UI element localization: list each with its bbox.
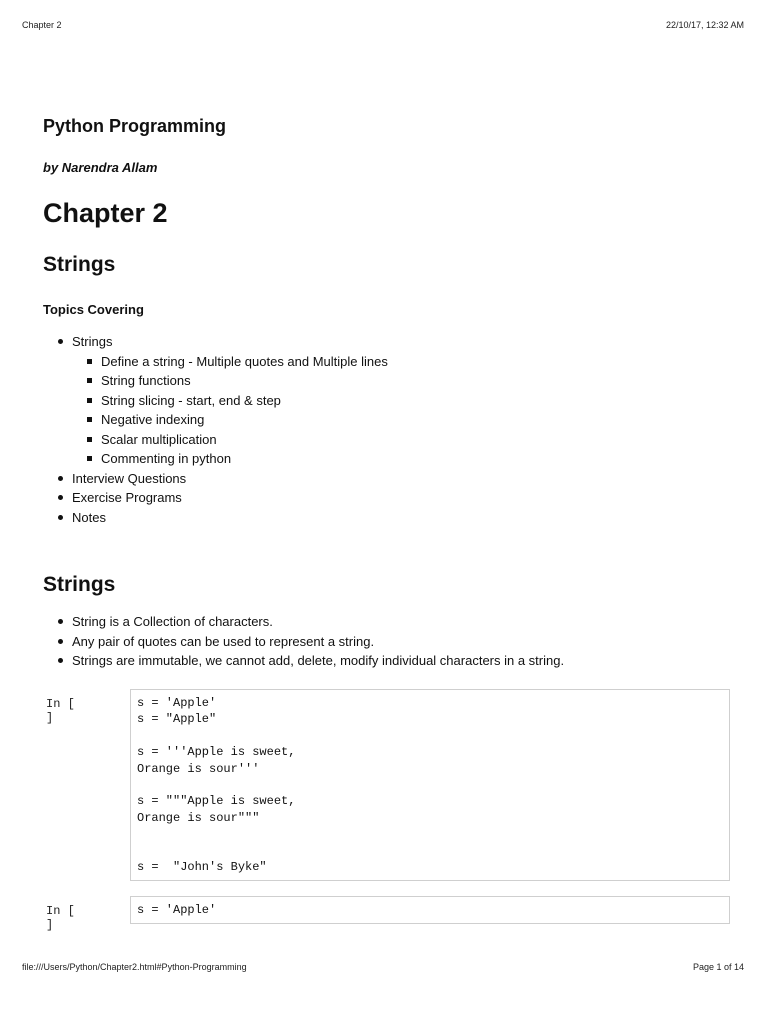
page-header-datetime: 22/10/17, 12:32 AM <box>665 20 744 30</box>
code-line: s = """Apple is sweet, <box>137 794 296 809</box>
code-line: s = "John's Byke" <box>137 860 267 874</box>
code-cell[interactable] <box>130 896 730 924</box>
code-line <box>137 826 723 842</box>
code-line: Orange is sour""" <box>137 810 260 825</box>
topic-item <box>43 332 683 469</box>
subtopic-item: Define a string - Multiple quotes and Multiple lines <box>43 352 683 372</box>
code-line <box>137 728 723 744</box>
author-byline: by Narendra Allam <box>43 160 158 175</box>
code-line: s = 'Apple' <box>137 903 217 917</box>
subtopics-list <box>43 352 683 469</box>
page-footer-pagenum: Page 1 of 14 <box>692 962 744 972</box>
code-line: s = "Apple" <box>137 712 217 727</box>
subtopic-item: String slicing - start, end & step <box>43 391 683 411</box>
section-heading-strings: Strings <box>43 253 116 276</box>
cell-prompt: In [ ] <box>46 697 75 725</box>
subtopic-item: Commenting in python <box>43 449 683 469</box>
topic-item: Exercise Programs <box>43 488 683 508</box>
code-line: s = '''Apple is sweet, <box>137 745 296 760</box>
subtopic-item: Negative indexing <box>43 410 683 430</box>
section-heading-strings-detail: Strings <box>43 573 116 596</box>
bullet-item: String is a Collection of characters. <box>43 612 733 632</box>
topic-item: Notes <box>43 508 683 528</box>
code-line: Orange is sour''' <box>137 761 260 776</box>
code-line <box>137 843 723 859</box>
page-header-title: Chapter 2 <box>22 20 62 30</box>
chapter-heading: Chapter 2 <box>43 198 168 228</box>
topic-item: Interview Questions <box>43 469 683 489</box>
subtopic-item: Scalar multiplication <box>43 430 683 450</box>
page-footer-url: file:///Users/Python/Chapter2.html#Python-Programming <box>22 962 247 972</box>
topic-label: Strings <box>72 334 113 349</box>
code-line <box>137 777 723 793</box>
bullet-item: Any pair of quotes can be used to represent a string. <box>43 632 733 652</box>
document-title: Python Programming <box>43 116 227 136</box>
code-cell[interactable] <box>130 689 730 881</box>
subtopic-item: String functions <box>43 371 683 391</box>
cell-prompt: In [ ] <box>46 904 75 932</box>
topics-heading: Topics Covering <box>43 302 144 317</box>
bullet-item: Strings are immutable, we cannot add, delete, modify individual characters in a string. <box>43 651 733 671</box>
strings-bullets <box>43 612 733 671</box>
topics-list <box>43 332 683 527</box>
code-line: s = 'Apple' <box>137 696 217 710</box>
